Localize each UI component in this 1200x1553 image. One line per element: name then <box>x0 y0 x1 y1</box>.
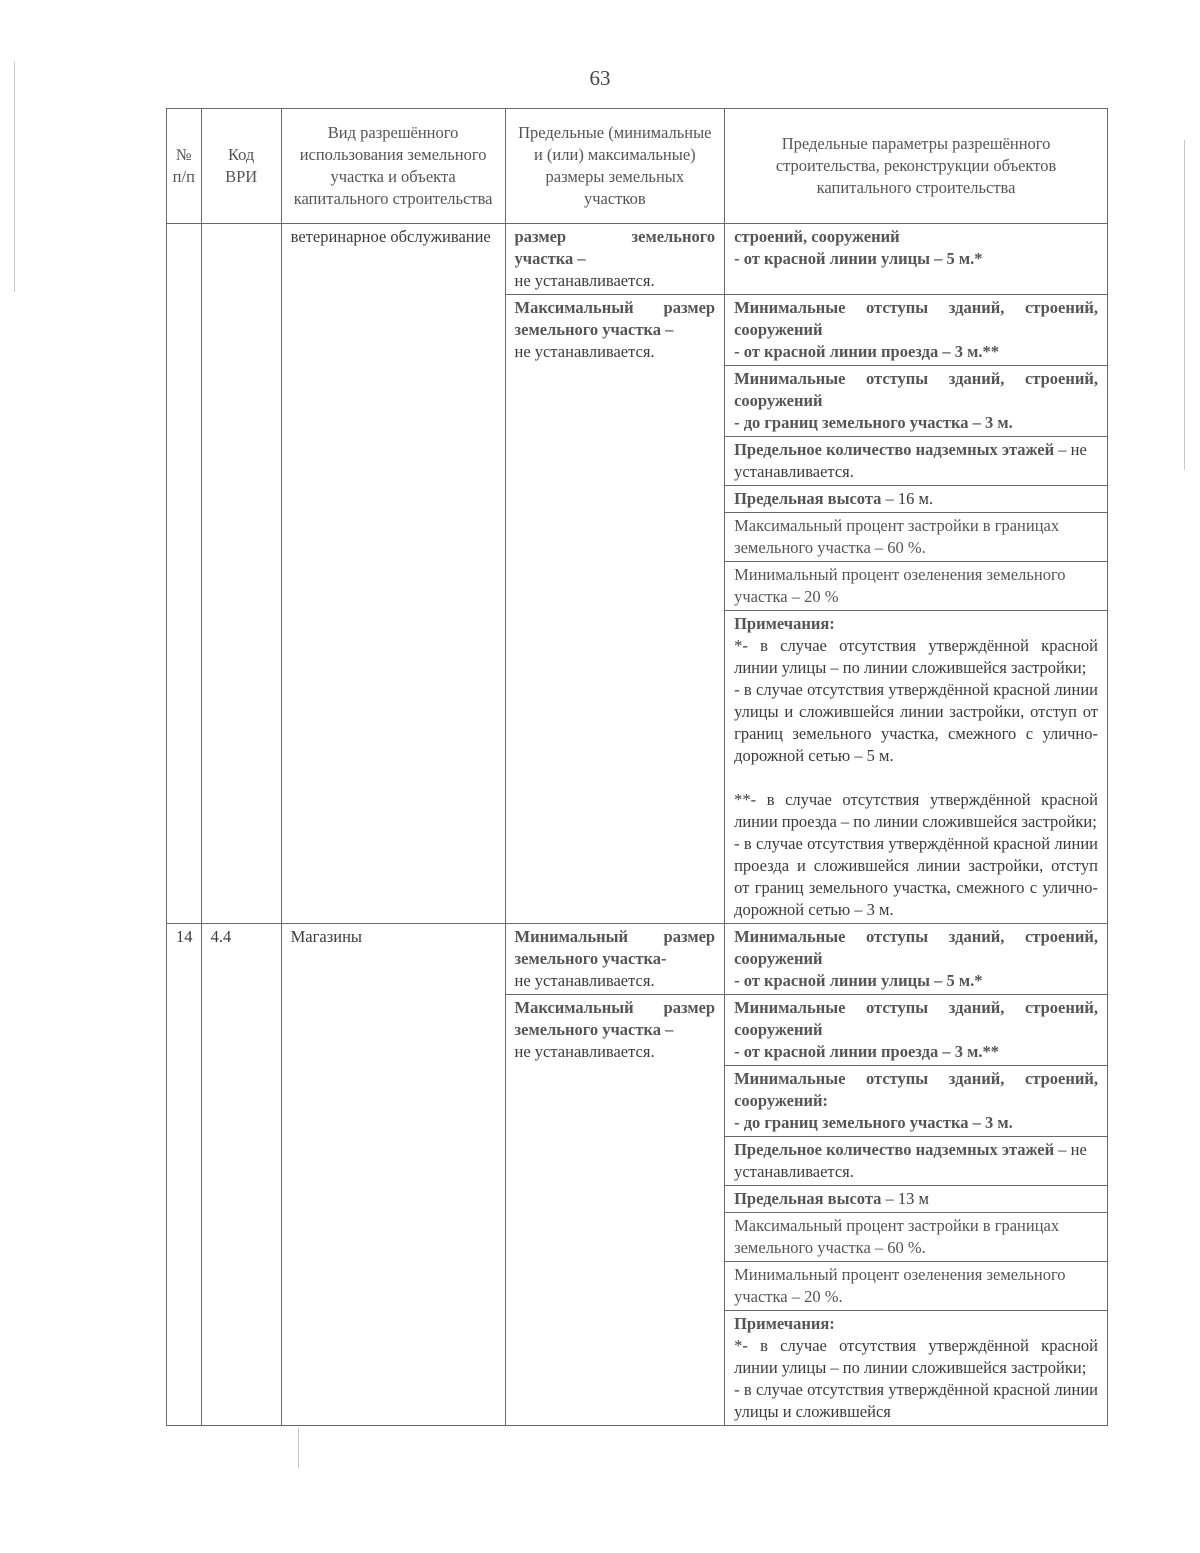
param-heading: строений, сооружений <box>734 227 900 246</box>
param-value: - до границ земельного участка – 3 м. <box>734 1113 1013 1132</box>
note-item: *- в случае отсутствия утверждённой красной линии улицы – по линии сложившейся застройки; <box>734 1336 1098 1377</box>
cell-param-build-percent: Максимальный процент застройки в границах земельного участка – 60 %. <box>725 1213 1108 1262</box>
size-min-label: Минимальный размер земельного участка- <box>514 927 716 968</box>
header-kind: Вид разрешённого использования земельного участка и объекта капитального строительства <box>281 109 505 224</box>
cell-size-min-cont <box>505 224 725 295</box>
note-item: *- в случае отсутствия утверждённой красной линии улицы – по линии сложившейся застройки; <box>734 636 1098 677</box>
cell-param-floors <box>725 1137 1108 1186</box>
kind-text: ветеринарное обслуживание <box>290 227 491 246</box>
size-min-value: не устанавливается. <box>514 971 655 990</box>
land-use-table <box>166 108 1108 1426</box>
cell-param-green-percent: Минимальный процент озеленения земельного участка – 20 % <box>725 562 1108 611</box>
cell-param-setback-boundary <box>725 1066 1108 1137</box>
param-heading: Предельная высота <box>734 1189 882 1208</box>
header-size: Предельные (минимальные и (или) максимальные) размеры земельных участков <box>505 109 725 224</box>
param-value: – 13 м <box>881 1189 929 1208</box>
cell-param-setback-street <box>725 224 1108 295</box>
cell-code-14: 4.4 <box>201 924 281 1426</box>
cell-num-14: 14 <box>167 924 202 1426</box>
param-heading: Минимальные отступы зданий, строений, сооружений <box>734 298 1098 339</box>
param-value: – не устанавливается. <box>734 440 1087 481</box>
param-heading: Предельная высота <box>734 489 882 508</box>
param-heading: Минимальные отступы зданий, строений, сооружений <box>734 927 1098 968</box>
table-header-row <box>167 109 1108 224</box>
size-min-label: размер земельного участка – <box>514 227 716 268</box>
cell-code-cont <box>201 224 281 924</box>
note-spacer <box>734 767 1098 789</box>
cell-kind-14: Магазины <box>281 924 505 1426</box>
size-max-label: Максимальный размер земельного участка – <box>514 298 716 339</box>
param-value: - до границ земельного участка – 3 м. <box>734 413 1013 432</box>
cell-notes <box>725 1311 1108 1426</box>
cell-notes <box>725 611 1108 924</box>
cell-param-height <box>725 1186 1108 1213</box>
header-num: № п/п <box>167 109 202 224</box>
cell-param-height <box>725 486 1108 513</box>
scan-edge-mark-right <box>1184 140 1185 470</box>
cell-param-setback-driveway <box>725 995 1108 1066</box>
cell-num-cont <box>167 224 202 924</box>
note-item: - в случае отсутствия утверждённой красной линии улицы и сложившейся линии застройки, отступ от границ земельного участка, смежного с улично-дорожной сетью – 5 м. <box>734 680 1098 765</box>
note-item: - в случае отсутствия утверждённой красной линии проезда и сложившейся линии застройки, отступ от границ земельного участка, смежного с улично-дорожной сетью – 3 м. <box>734 834 1098 919</box>
cell-kind-cont <box>281 224 505 924</box>
param-value: - от красной линии улицы – 5 м.* <box>734 971 983 990</box>
cell-param-setback-driveway <box>725 295 1108 366</box>
param-heading: Предельное количество надземных этажей <box>734 440 1055 459</box>
header-params: Предельные параметры разрешённого строительства, реконструкции объектов капитального строительства <box>725 109 1108 224</box>
scan-edge-mark-left <box>14 62 15 292</box>
param-heading: Минимальные отступы зданий, строений, сооружений: <box>734 1069 1098 1110</box>
table-row <box>167 224 1108 295</box>
note-item: - в случае отсутствия утверждённой красной линии улицы и сложившейся <box>734 1380 1098 1421</box>
page-number: 63 <box>589 66 611 90</box>
cell-param-build-percent: Максимальный процент застройки в границах земельного участка – 60 %. <box>725 513 1108 562</box>
notes-title: Примечания: <box>734 614 835 633</box>
size-min-value: не устанавливается. <box>514 271 655 290</box>
cell-param-green-percent: Минимальный процент озеленения земельного участка – 20 %. <box>725 1262 1108 1311</box>
cell-size-max-cont <box>505 295 725 924</box>
param-value: – 16 м. <box>881 489 934 508</box>
param-value: - от красной линии проезда – 3 м.** <box>734 342 999 361</box>
notes-title: Примечания: <box>734 1314 835 1333</box>
param-heading: Минимальные отступы зданий, строений, сооружений <box>734 369 1098 410</box>
cell-size-min-14 <box>505 924 725 995</box>
table-row <box>167 924 1108 995</box>
header-code: Код ВРИ <box>201 109 281 224</box>
size-max-value: не устанавливается. <box>514 1042 655 1061</box>
param-heading: Минимальные отступы зданий, строений, сооружений <box>734 998 1098 1039</box>
cell-param-floors <box>725 437 1108 486</box>
param-value: – не устанавливается. <box>734 1140 1087 1181</box>
param-value: - от красной линии улицы – 5 м.* <box>734 249 983 268</box>
param-value: - от красной линии проезда – 3 м.** <box>734 1042 999 1061</box>
size-max-value: не устанавливается. <box>514 342 655 361</box>
scan-mark-small <box>298 1428 299 1468</box>
cell-param-setback-boundary <box>725 366 1108 437</box>
size-max-label: Максимальный размер земельного участка – <box>514 998 716 1039</box>
cell-size-max-14 <box>505 995 725 1426</box>
cell-param-setback-street <box>725 924 1108 995</box>
note-item: **- в случае отсутствия утверждённой красной линии проезда – по линии сложившейся застройки; <box>734 790 1098 831</box>
param-heading: Предельное количество надземных этажей <box>734 1140 1055 1159</box>
